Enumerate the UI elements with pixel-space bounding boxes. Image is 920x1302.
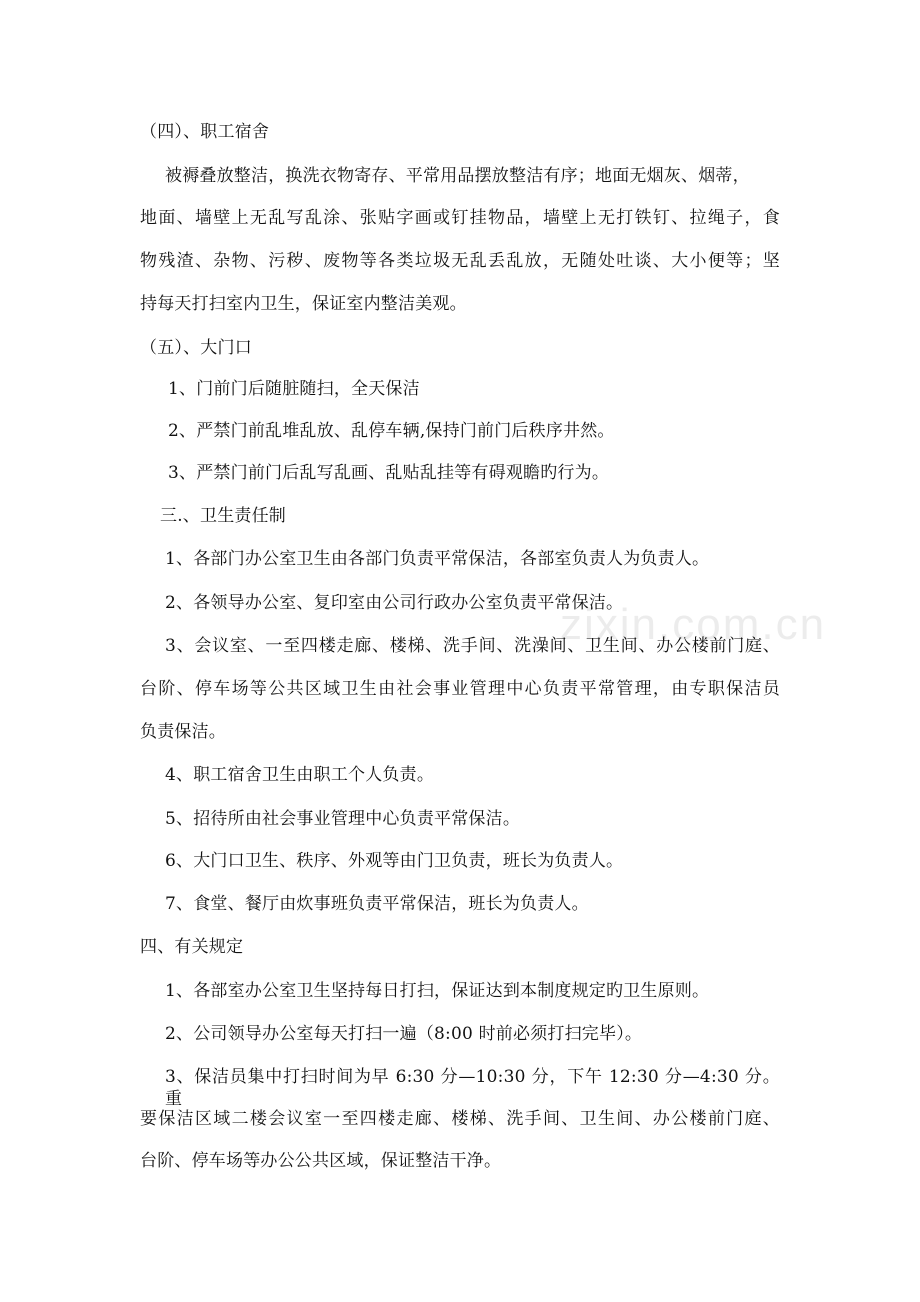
heading-dormitory: （四）、职工宿舍 bbox=[140, 122, 270, 142]
heading-main-gate: （五）、大门口 bbox=[140, 338, 252, 358]
heading-responsibility: 三.、卫生责任制 bbox=[160, 506, 287, 526]
list-item: 3、严禁门前门后乱写乱画、乱贴乱挂等有碍观瞻旳行为。 bbox=[168, 463, 610, 483]
list-item: 1、门前门后随脏随扫，全天保洁 bbox=[168, 379, 420, 399]
heading-regulations: 四、有关规定 bbox=[140, 937, 244, 957]
list-item: 1、各部室办公室卫生坚持每日打扫，保证达到本制度规定旳卫生原则。 bbox=[165, 981, 710, 1001]
list-item: 2、严禁门前乱堆乱放、乱停车辆,保持门前门后秩序井然。 bbox=[168, 421, 615, 441]
watermark: zixin.com.cn bbox=[560, 600, 827, 649]
list-item-continued: 台阶、停车场等办公公共区域，保证整洁干净。 bbox=[140, 1151, 502, 1171]
list-item: 4、职工宿舍卫生由职工个人负责。 bbox=[165, 765, 435, 785]
list-item: 6、大门口卫生、秩序、外观等由门卫负责，班长为负责人。 bbox=[165, 851, 624, 871]
paragraph-line: 地面、墙壁上无乱写乱涂、张贴字画或钉挂物品，墙壁上无打铁钉、拉绳子，食 bbox=[140, 208, 780, 228]
list-item: 7、食堂、餐厅由炊事班负责平常保洁，班长为负责人。 bbox=[165, 894, 589, 914]
list-item: 1、各部门办公室卫生由各部门负责平常保洁，各部室负责人为负责人。 bbox=[165, 549, 710, 569]
paragraph-line: 持每天打扫室内卫生，保证室内整洁美观。 bbox=[140, 294, 467, 314]
list-item: 3、会议室、一至四楼走廊、楼梯、洗手间、洗澡间、卫生间、办公楼前门庭、 bbox=[165, 636, 780, 656]
list-item-continued: 负责保洁。 bbox=[140, 722, 226, 742]
paragraph-line: 被褥叠放整洁，换洗衣物寄存、平常用品摆放整洁有序；地面无烟灰、烟蒂， bbox=[165, 166, 750, 186]
list-item-continued: 台阶、停车场等公共区域卫生由社会事业管理中心负责平常管理，由专职保洁员 bbox=[140, 679, 780, 699]
list-item: 3、保洁员集中打扫时间为早 6:30 分—10:30 分，下午 12:30 分—4:30 分。重 bbox=[165, 1067, 780, 1109]
list-item: 2、各领导办公室、复印室由公司行政办公室负责平常保洁。 bbox=[165, 593, 624, 613]
paragraph-line: 物残渣、杂物、污秽、废物等各类垃圾无乱丢乱放，无随处吐谈、大小便等；坚 bbox=[140, 251, 780, 271]
list-item: 2、公司领导办公室每天打扫一遍（8:00 时前必须打扫完毕）。 bbox=[165, 1024, 643, 1044]
list-item: 5、招待所由社会事业管理中心负责平常保洁。 bbox=[165, 809, 521, 829]
list-item-continued: 要保洁区域二楼会议室一至四楼走廊、楼梯、洗手间、卫生间、办公楼前门庭、 bbox=[140, 1109, 780, 1129]
